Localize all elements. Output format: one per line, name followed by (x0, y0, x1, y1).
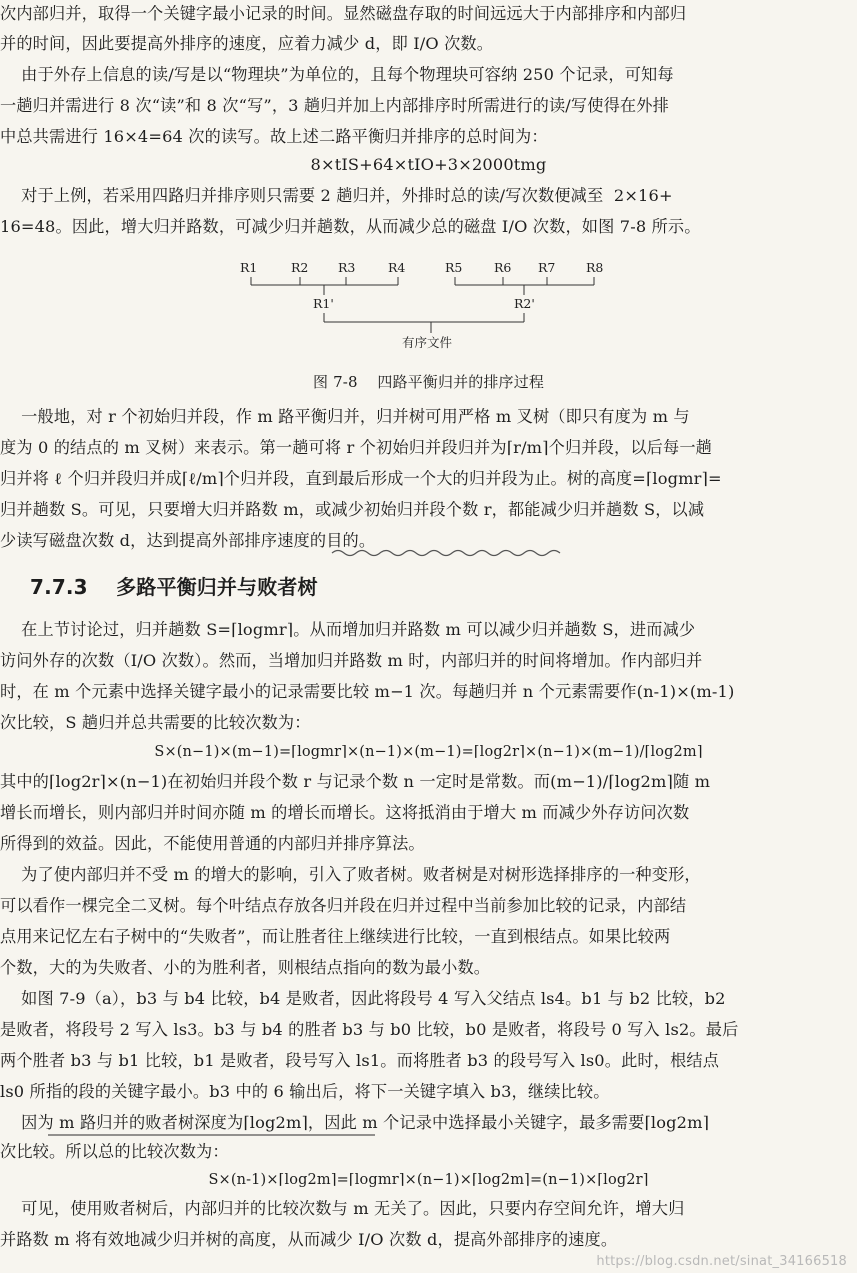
pencil-underline (0, 541, 857, 561)
text-line: 中总共需进行 16×4=64 次的读写。故上述二路平衡归并排序的总时间为： (0, 127, 548, 146)
text-line: 归并趟数 S。可见，只要增大归并路数 m，或减少初始归并段个数 r，都能减少归并趟数 S，以减 (0, 500, 705, 519)
leaf-label: R4 (388, 260, 406, 275)
text-line: 少读写磁盘次数 d，达到提高外部排序速度的目的。 (0, 531, 376, 550)
leaf-label: R3 (338, 260, 356, 275)
text-line: 在上节讨论过，归并趟数 S=⌈logmr⌉。从而增加归并路数 m 可以减少归并趟数 S，进而减少 (0, 620, 696, 639)
text-line: 因为 m 路归并的败者树深度为⌈log2m⌉，因此 m 个记录中选择最小关键字，最多需要⌈log2m⌉ (0, 1113, 710, 1132)
text-line: 次比较，S 趟归并总共需要的比较次数为： (0, 713, 311, 732)
watermark: https://blog.csdn.net/sinat_34166518 (596, 1254, 847, 1269)
text-line: 增长而增长，则内部归并时间亦随 m 的增长而增长。这将抵消由于增大 m 而减少外存访问次数 (0, 803, 690, 822)
text-line: 一般地，对 r 个初始归并段，作 m 路平衡归并，归并树可用严格 m 叉树（即只有度为 m 与 (0, 407, 690, 426)
text-line: ls0 所指的段的关键字最小。b3 中的 6 输出后，将下一关键字填入 b3，继续比较。 (0, 1082, 610, 1101)
sorted-file-label: 有序文件 (402, 335, 453, 350)
text-line: 为了使内部归并不受 m 的增大的影响，引入了败者树。败者树是对树形选择排序的一种变形， (0, 865, 701, 884)
text-line: 所得到的效益。因此，不能使用普通的内部归并排序算法。 (0, 834, 425, 853)
text-line: 可见，使用败者树后，内部归并的比较次数与 m 无关了。因此，只要内存空间允许，增大归 (0, 1199, 685, 1218)
leaf-label: R2 (291, 260, 309, 275)
leaf-label: R7 (538, 260, 556, 275)
leaf-label: R6 (494, 260, 512, 275)
text-line: 并的时间，因此要提高外排序的速度，应着力减少 d，即 I/O 次数。 (0, 34, 494, 53)
text-line: 个数，大的为失败者、小的为胜利者，则根结点指向的数为最小数。 (0, 958, 491, 977)
text-line: 一趟归并需进行 8 次“读”和 8 次“写”，3 趟归并加上内部排序时所需进行的读/写使得在外排 (0, 96, 669, 115)
text-line: 访问外存的次数（I/O 次数）。然而，当增加归并路数 m 时，内部归并的时间将增加。作内部归并 (0, 651, 703, 670)
text-line: 16=48。因此，增大归并路数，可减少归并趟数，从而减少总的磁盘 I/O 次数，如图 7-8 所示。 (0, 217, 701, 236)
text-line: 两个胜者 b3 与 b1 比较，b1 是败者，段号写入 ls1。而将胜者 b3 的段号写入 ls0。此时，根结点 (0, 1051, 720, 1070)
text-line: 度为 0 的结点的 m 叉树）来表示。第一趟可将 r 个初始归并段归并为⌈r/m⌉个归并段，以后每一趟 (0, 438, 713, 457)
text-line: 次比较。所以总的比较次数为： (0, 1142, 229, 1161)
figure-caption: 图 7-8 四路平衡归并的排序过程 (313, 373, 544, 391)
merged-run-label: R2' (514, 296, 535, 311)
text-line: 归并将 ℓ 个归并段归并成⌈ℓ/m⌉个归并段，直到最后形成一个大的归并段为止。树的高度=⌈logmr⌉= (0, 469, 722, 488)
text-line: 是败者，将段号 2 写入 ls3。b3 与 b4 的胜者 b3 与 b0 比较，b0 是败者，将段号 0 写入 ls2。最后 (0, 1020, 739, 1039)
formula-line: S×(n-1)×⌈log2m⌉=⌈logmr⌉×(n−1)×⌈log2m⌉=(n−1)×⌈log2r⌉ (208, 1172, 649, 1188)
leaf-label: R1 (240, 260, 258, 275)
merged-run-label: R1' (313, 296, 334, 311)
text-line: 如图 7-9（a），b3 与 b4 比较，b4 是败者，因此将段号 4 写入父结点 ls4。b1 与 b2 比较，b2 (0, 989, 726, 1008)
formula-line: S×(n−1)×(m−1)=⌈logmr⌉×(n−1)×(m−1)=⌈log2r⌉×(n−1)×(m−1)/⌈log2m⌉ (154, 744, 703, 760)
text-line: 时，在 m 个元素中选择关键字最小的记录需要比较 m−1 次。每趟归并 n 个元素需要作(n-1)×(m-1) (0, 682, 735, 701)
text-line: 其中的⌈log2r⌉×(n−1)在初始归并段个数 r 与记录个数 n 一定时是常数。而(m−1)/⌈log2m⌉随 m (0, 772, 711, 791)
text-line: 对于上例，若采用四路归并排序则只需要 2 趟归并，外排时总的读/写次数便减至 2×16+ (0, 186, 673, 205)
text-line: 由于外存上信息的读/写是以“物理块”为单位的，且每个物理块可容纳 250 个记录，可知每 (0, 65, 674, 84)
formula-line: 8×tIS+64×tIO+3×2000tmg (310, 155, 547, 174)
leaf-label: R5 (445, 260, 463, 275)
text-line: 次内部归并，取得一个关键字最小记录的时间。显然磁盘存取的时间远远大于内部排序和内部归 (0, 4, 687, 23)
text-line: 点用来记忆左右子树中的“失败者”，而让胜者往上继续进行比较，一直到根结点。如果比较两 (0, 927, 671, 946)
leaf-label: R8 (586, 260, 604, 275)
text-line: 可以看作一棵完全二叉树。每个叶结点存放各归并段在归并过程中当前参加比较的记录，内部结 (0, 896, 687, 915)
section-heading: 7.7.3 多路平衡归并与败者树 (30, 575, 318, 599)
text-line: 并路数 m 将有效地减少归并树的高度，从而减少 I/O 次数 d，提高外部排序的速度。 (0, 1230, 618, 1249)
